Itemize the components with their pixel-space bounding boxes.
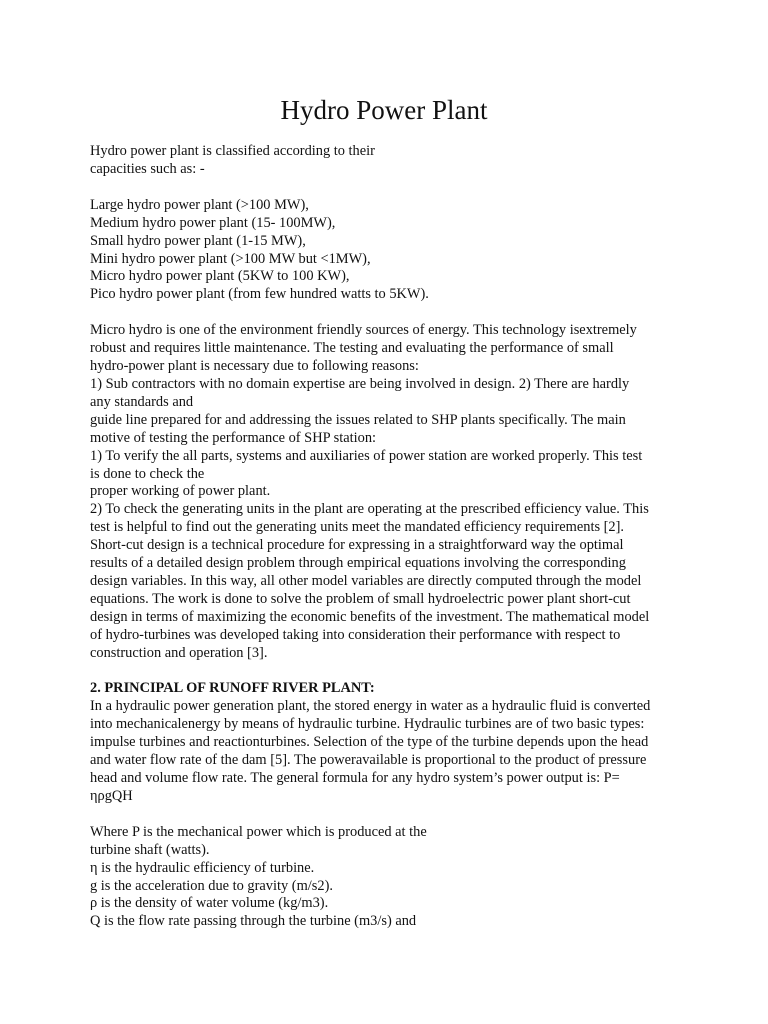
- text-line: any standards and: [90, 393, 194, 410]
- text-line: ρ is the density of water volume (kg/m3).: [90, 895, 329, 912]
- document-title: Hydro Power Plant: [280, 95, 488, 125]
- text-line: η is the hydraulic efficiency of turbine.: [90, 859, 315, 876]
- intro-block: [90, 143, 690, 179]
- formula-line: ηρgQH: [90, 787, 133, 804]
- classification-item: Small hydro power plant (1-15 MW),: [90, 232, 306, 249]
- text-line: robust and requires little maintenance. The testing and evaluating the performance of small: [90, 340, 614, 357]
- text-line: equations. The work is done to solve the problem of small hydroelectric power plant short-cut: [90, 590, 631, 607]
- classification-item: Large hydro power plant (>100 MW),: [90, 196, 309, 213]
- text-line: results of a detailed design problem through empirical equations involving the corresponding: [90, 555, 626, 572]
- text-line: test is helpful to find out the generating units meet the mandated efficiency requirements [2].: [90, 519, 625, 536]
- text-line: Short-cut design is a technical procedure for expressing in a straightforward way the optimal: [90, 537, 624, 554]
- classification-item: Mini hydro power plant (>100 MW but <1MW),: [90, 250, 371, 267]
- text-line: g is the acceleration due to gravity (m/s2).: [90, 877, 333, 894]
- text-line: Where P is the mechanical power which is produced at the: [90, 823, 427, 840]
- text-line: Micro hydro is one of the environment friendly sources of energy. This technology isextremely: [90, 322, 637, 339]
- text-line: into mechanicalenergy by means of hydraulic turbine. Hydraulic turbines are of two basic types:: [90, 716, 645, 733]
- text-line: capacities such as: -: [90, 160, 205, 177]
- text-line: of hydro-turbines was developed taking into consideration their performance with respect to: [90, 626, 621, 643]
- text-line: 1) Sub contractors with no domain expertise are being involved in design. 2) There are hardly: [90, 375, 630, 392]
- text-line: construction and operation [3].: [90, 644, 268, 661]
- document-body: [90, 143, 690, 931]
- text-line: hydro-power plant is necessary due to following reasons:: [90, 358, 419, 375]
- text-line: proper working of power plant.: [90, 483, 271, 500]
- text-line: and water flow rate of the dam [5]. The poweravailable is proportional to the product of pressure: [90, 752, 647, 769]
- text-line: Q is the flow rate passing through the turbine (m3/s) and: [90, 913, 417, 930]
- text-line: motive of testing the performance of SHP station:: [90, 429, 377, 446]
- text-line: In a hydraulic power generation plant, the stored energy in water as a hydraulic fluid is converted: [90, 698, 651, 715]
- text-line: impulse turbines and reactionturbines. Selection of the type of the turbine depends upon the head: [90, 734, 649, 751]
- classification-item: Medium hydro power plant (15- 100MW),: [90, 214, 336, 231]
- runoff-river-paragraph: [90, 698, 690, 805]
- classification-list: [90, 197, 690, 304]
- text-line: head and volume flow rate. The general formula for any hydro system’s power output is: P=: [90, 770, 620, 786]
- classification-item: Micro hydro power plant (5KW to 100 KW),: [90, 268, 350, 285]
- text-line: design variables. In this way, all other model variables are directly computed through the model: [90, 572, 642, 589]
- micro-hydro-paragraph: [90, 322, 690, 662]
- variable-definitions: [90, 824, 690, 931]
- text-line: is done to check the: [90, 465, 205, 482]
- text-line: turbine shaft (watts).: [90, 841, 210, 858]
- text-line: 1) To verify the all parts, systems and auxiliaries of power station are worked properly. This test: [90, 447, 643, 464]
- text-line: Hydro power plant is classified according to their: [90, 143, 375, 159]
- classification-item: Pico hydro power plant (from few hundred watts to 5KW).: [90, 286, 429, 303]
- text-line: 2) To check the generating units in the plant are operating at the prescribed efficiency value. This: [90, 501, 649, 518]
- section-heading: 2. PRINCIPAL OF RUNOFF RIVER PLANT:: [90, 680, 375, 697]
- text-line: guide line prepared for and addressing the issues related to SHP plants specifically. The main: [90, 411, 626, 428]
- text-line: design in terms of maximizing the economic benefits of the investment. The mathematical model: [90, 608, 650, 625]
